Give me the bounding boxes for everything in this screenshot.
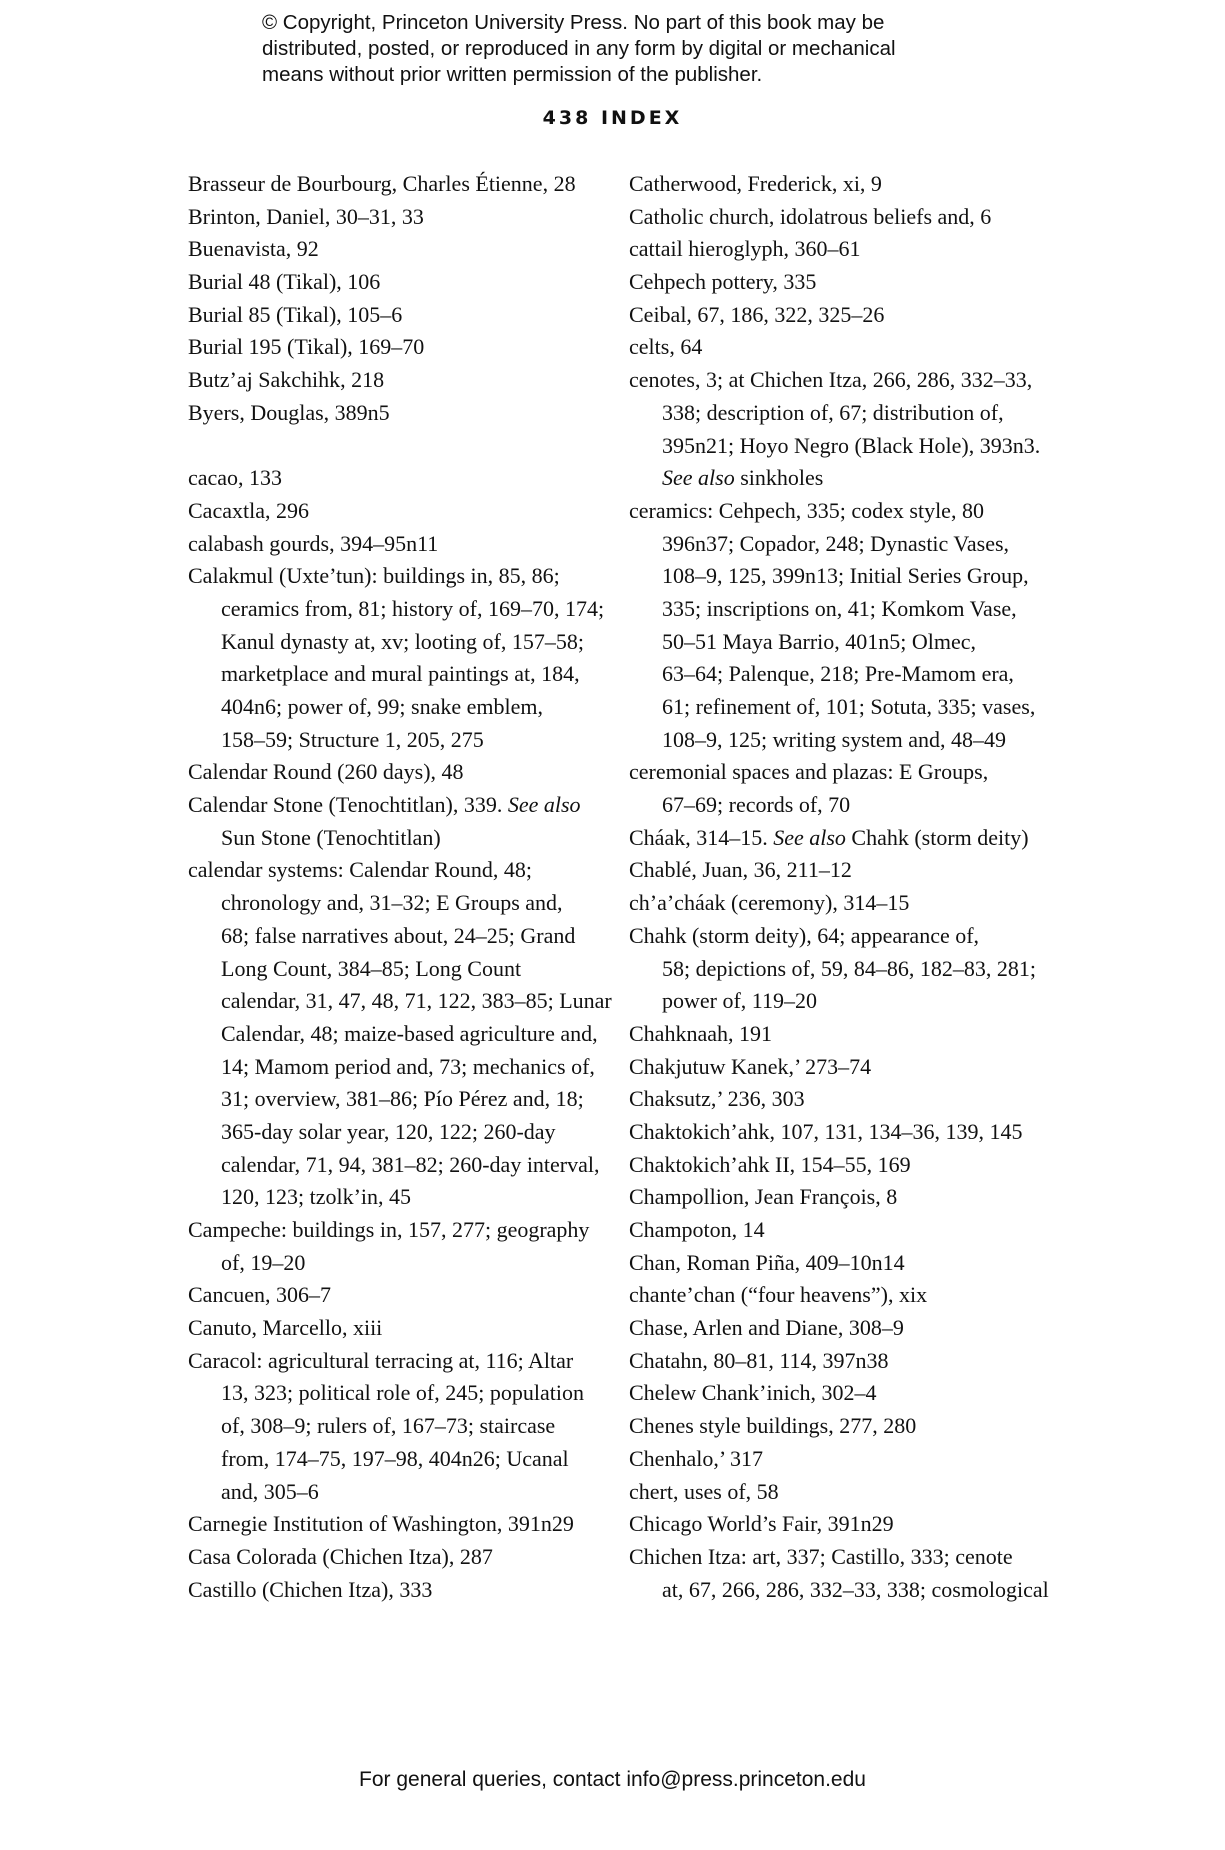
index-line: cacao, 133: [188, 465, 283, 491]
index-line: Cacaxtla, 296: [188, 497, 309, 523]
index-line: 14; Mamom period and, 73; mechanics of,: [221, 1053, 595, 1079]
index-line: Burial 48 (Tikal), 106: [188, 269, 381, 295]
index-line: 395n21; Hoyo Negro (Black Hole), 393n3.: [662, 432, 1041, 458]
index-line: from, 174–75, 197–98, 404n26; Ucanal: [221, 1445, 569, 1471]
index-line: Chaksutz,’ 236, 303: [629, 1086, 805, 1112]
index-line: ch’a’cháak (ceremony), 314–15: [629, 890, 910, 916]
index-line: Calakmul (Uxte’tun): buildings in, 85, 86;: [188, 563, 560, 589]
index-line: Chaktokich’ahk, 107, 131, 134–36, 139, 145: [629, 1118, 1023, 1144]
index-line: Kanul dynasty at, xv; looting of, 157–58;: [221, 628, 584, 654]
index-line: 13, 323; political role of, 245; population: [221, 1380, 584, 1406]
index-line: Chakjutuw Kanek,’ 273–74: [629, 1053, 872, 1079]
index-line: marketplace and mural paintings at, 184,: [221, 661, 580, 687]
contact-footer: For general queries, contact info@press.princeton.edu: [359, 1768, 866, 1791]
index-line: calendar, 71, 94, 381–82; 260-day interval,: [221, 1151, 600, 1177]
index-line: 68; false narratives about, 24–25; Grand: [221, 922, 576, 948]
index-line: celts, 64: [629, 334, 703, 360]
index-line: of, 308–9; rulers of, 167–73; staircase: [221, 1413, 556, 1439]
index-line: Chablé, Juan, 36, 211–12: [629, 857, 852, 883]
index-line: Chahknaah, 191: [629, 1020, 772, 1046]
index-line: Calendar Stone (Tenochtitlan), 339. See also: [188, 792, 581, 818]
index-line: cenotes, 3; at Chichen Itza, 266, 286, 332–33,: [629, 367, 1033, 393]
index-line: chante’chan (“four heavens”), xix: [629, 1282, 928, 1308]
index-line: Cháak, 314–15. See also Chahk (storm deity): [629, 824, 1029, 850]
index-line: Champollion, Jean François, 8: [629, 1184, 898, 1210]
index-line: 108–9, 125; writing system and, 48–49: [662, 726, 1007, 752]
index-line: Campeche: buildings in, 157, 277; geography: [188, 1217, 590, 1242]
copyright-line: distributed, posted, or reproduced in any form by digital or mechanical: [262, 37, 896, 60]
index-line: Brinton, Daniel, 30–31, 33: [188, 203, 424, 229]
index-line: Casa Colorada (Chichen Itza), 287: [188, 1543, 493, 1569]
page-running-head: 438 INDEX: [542, 107, 683, 129]
index-line: 58; depictions of, 59, 84–86, 182–83, 281;: [662, 955, 1036, 981]
index-line: Caracol: agricultural terracing at, 116; Altar: [188, 1347, 574, 1373]
see-also-label: See also: [662, 465, 735, 491]
index-line: of, 19–20: [221, 1249, 306, 1275]
index-line: Catholic church, idolatrous beliefs and, 6: [629, 203, 992, 229]
index-line: 108–9, 125, 399n13; Initial Series Group,: [662, 563, 1029, 589]
copyright-notice: [262, 10, 1022, 88]
see-also-label: See also: [507, 792, 581, 818]
index-line: calendar systems: Calendar Round, 48;: [188, 857, 532, 883]
index-line: Chenhalo,’ 317: [629, 1445, 764, 1471]
index-line: chert, uses of, 58: [629, 1478, 779, 1504]
index-column-left: [188, 168, 612, 1606]
index-line: Chase, Arlen and Diane, 308–9: [629, 1315, 904, 1341]
section-gap: [188, 430, 608, 463]
index-line: 338; description of, 67; distribution of,: [662, 399, 1004, 425]
index-line: at, 67, 266, 286, 332–33, 338; cosmological: [662, 1576, 1049, 1602]
index-line: Chicago World’s Fair, 391n29: [629, 1511, 894, 1537]
index-line: Long Count, 384–85; Long Count: [221, 955, 522, 981]
index-line: Chan, Roman Piña, 409–10n14: [629, 1249, 905, 1275]
index-line: Castillo (Chichen Itza), 333: [188, 1576, 433, 1602]
index-line: Canuto, Marcello, xiii: [188, 1315, 383, 1341]
index-line: 158–59; Structure 1, 205, 275: [221, 726, 484, 752]
index-column-right: [629, 168, 1049, 1606]
index-line: Chatahn, 80–81, 114, 397n38: [629, 1347, 889, 1373]
index-line: 404n6; power of, 99; snake emblem,: [221, 694, 543, 719]
index-line: calendar, 31, 47, 48, 71, 122, 383–85; Lunar: [221, 988, 612, 1014]
index-line: See also sinkholes: [662, 465, 824, 491]
index-line: Cehpech pottery, 335: [629, 269, 817, 295]
copyright-line: means without prior written permission of the publisher.: [262, 63, 763, 86]
index-line: Calendar Round (260 days), 48: [188, 759, 464, 785]
index-line: Chenes style buildings, 277, 280: [629, 1413, 917, 1439]
index-line: calabash gourds, 394–95n11: [188, 530, 439, 556]
index-line: Byers, Douglas, 389n5: [188, 399, 390, 425]
index-line: ceremonial spaces and plazas: E Groups,: [629, 759, 989, 785]
index-line: Chichen Itza: art, 337; Castillo, 333; cenote: [629, 1543, 1013, 1569]
index-line: Chaktokich’ahk II, 154–55, 169: [629, 1151, 911, 1177]
index-line: Ceibal, 67, 186, 322, 325–26: [629, 301, 885, 327]
index-line: Champoton, 14: [629, 1217, 765, 1242]
index-line: Burial 85 (Tikal), 105–6: [188, 301, 403, 327]
index-line: cattail hieroglyph, 360–61: [629, 236, 861, 262]
index-line: Sun Stone (Tenochtitlan): [221, 824, 441, 850]
index-line: Butz’aj Sakchihk, 218: [188, 367, 385, 393]
index-line: Chelew Chank’inich, 302–4: [629, 1380, 877, 1406]
index-line: 31; overview, 381–86; Pío Pérez and, 18;: [221, 1086, 584, 1112]
index-line: Carnegie Institution of Washington, 391n29: [188, 1511, 574, 1537]
index-line: Burial 195 (Tikal), 169–70: [188, 334, 425, 360]
index-line: Calendar, 48; maize-based agriculture and,: [221, 1020, 598, 1046]
index-line: 396n37; Copador, 248; Dynastic Vases,: [662, 530, 1010, 556]
index-line: 67–69; records of, 70: [662, 792, 851, 818]
index-line: power of, 119–20: [662, 988, 817, 1014]
index-line: Brasseur de Bourbourg, Charles Étienne, 28: [188, 171, 576, 196]
index-line: Cancuen, 306–7: [188, 1282, 331, 1308]
index-line: 50–51 Maya Barrio, 401n5; Olmec,: [662, 628, 977, 654]
index-line: 61; refinement of, 101; Sotuta, 335; vases,: [662, 694, 1036, 719]
index-line: Chahk (storm deity), 64; appearance of,: [629, 922, 980, 948]
index-line: Buenavista, 92: [188, 236, 319, 262]
see-also-label: See also: [773, 824, 846, 850]
index-line: Catherwood, Frederick, xi, 9: [629, 171, 882, 196]
index-line: 365-day solar year, 120, 122; 260-day: [221, 1118, 556, 1144]
index-line: chronology and, 31–32; E Groups and,: [221, 890, 563, 916]
copyright-line: © Copyright, Princeton University Press. No part of this book may be: [262, 11, 885, 34]
index-line: 335; inscriptions on, 41; Komkom Vase,: [662, 595, 1017, 621]
index-line: ceramics from, 81; history of, 169–70, 174;: [221, 595, 605, 621]
index-line: 63–64; Palenque, 218; Pre-Mamom era,: [662, 661, 1014, 687]
index-line: ceramics: Cehpech, 335; codex style, 80: [629, 497, 984, 523]
index-line: and, 305–6: [221, 1478, 319, 1504]
index-line: 120, 123; tzolk’in, 45: [221, 1184, 412, 1210]
